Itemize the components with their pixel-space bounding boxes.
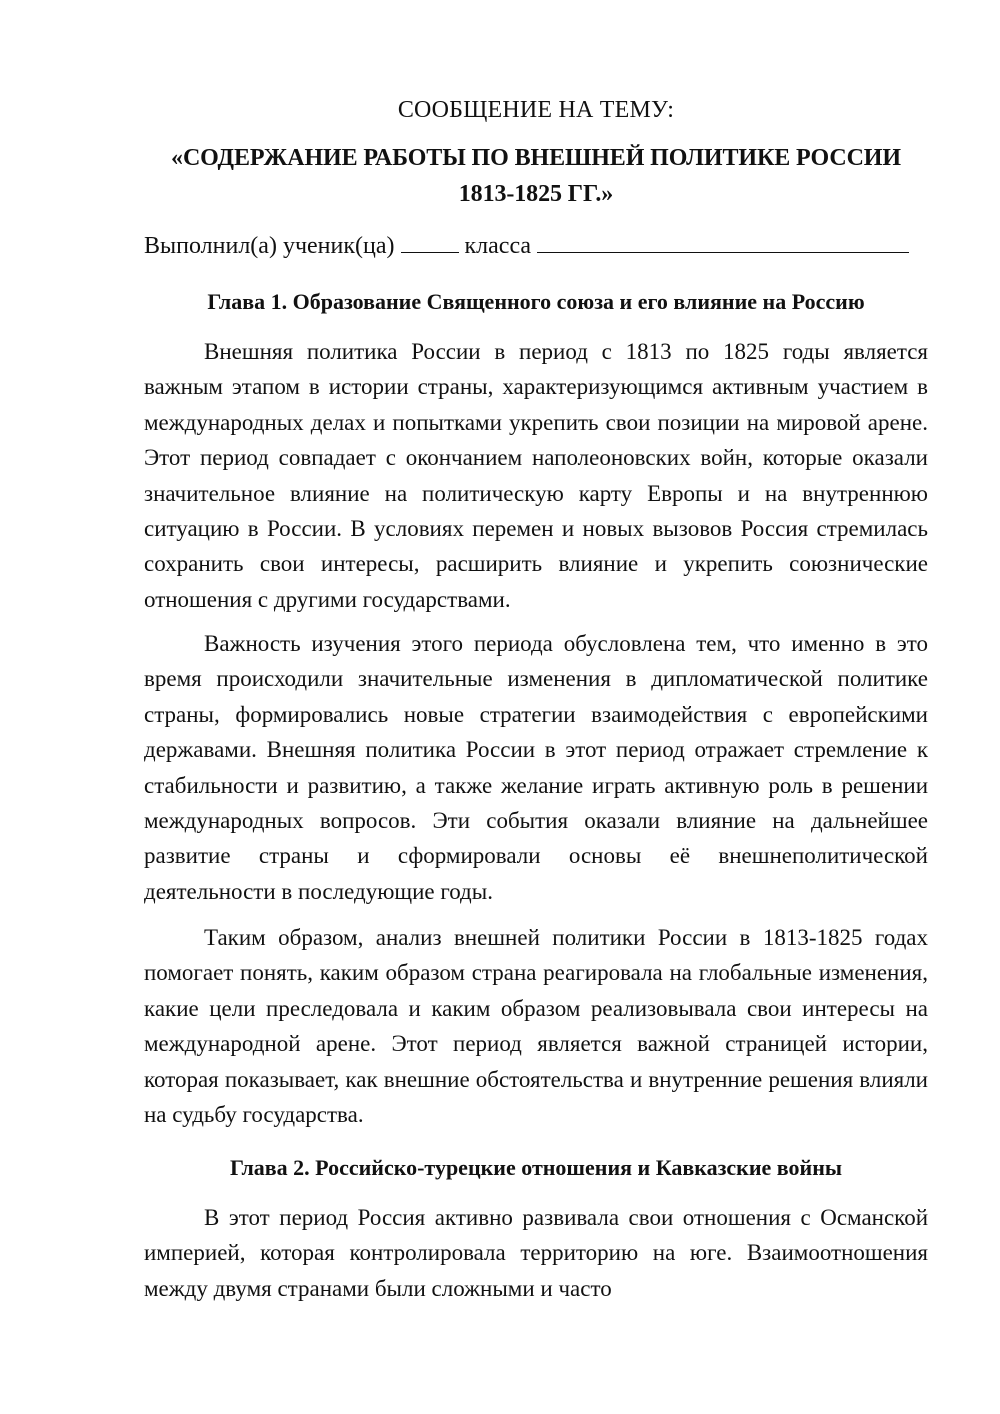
signature-line bbox=[144, 230, 928, 262]
chapter1-paragraph-2: Важность изучения этого периода обусловлена тем, что именно в это время происходили значительные изменения в дипломатической политике страны, формировались новые стратегии взаимодействия с европейскими державами. Внешняя политика России в этот период отражает стремление к стабильности и развитию, а также желание играть активную роль в решении международных вопросов. Эти события оказали влияние на дальнейшее развитие страны и сформировали основы её внешнеполитической деятельности в последующие годы. bbox=[144, 631, 928, 904]
chapter1-heading: Глава 1. Образование Священного союза и его влияние на Россию bbox=[207, 289, 865, 314]
chapter2-heading: Глава 2. Российско-турецкие отношения и Кавказские войны bbox=[229, 1155, 843, 1180]
document-title-prefix: СООБЩЕНИЕ НА ТЕМУ: bbox=[397, 97, 675, 123]
class-label: класса bbox=[464, 233, 532, 259]
chapter1-paragraph-3: Таким образом, анализ внешней политики России в 1813-1825 годах помогает понять, каким образом страна реагировала на глобальные изменения, какие цели преследовала и каким образом реализовывала свои интересы на международной арене. Этот период является важной страницей истории, которая показывает, как внешние обстоятельства и внутренние решения влияли на судьбу государства. bbox=[144, 925, 928, 1128]
chapter1-paragraph-1: Внешняя политика России в период с 1813 по 1825 годы является важным этапом в истории страны, характеризующимся активным участием в международных делах и попытками укрепить свои позиции на мировой арене. Этот период совпадает с окончанием наполеоновских войн, которые оказали значительное влияние на политическую карту Европы и на внутреннюю ситуацию в России. В условиях перемен и новых вызовов Россия стремилась сохранить свои интересы, расширить влияние и укрепить союзнические отношения с другими государствами. bbox=[144, 339, 928, 612]
class-blank bbox=[401, 230, 459, 253]
chapter2-paragraph-1: В этот период Россия активно развивала свои отношения с Османской империей, которая контролировала территорию на юге. Взаимоотношения между двумя странами были сложными и часто bbox=[144, 1205, 928, 1301]
document-title: «СОДЕРЖАНИЕ РАБОТЫ ПО ВНЕШНЕЙ ПОЛИТИКЕ РОССИИ 1813-1825 ГГ.» bbox=[171, 145, 901, 207]
name-blank bbox=[537, 230, 909, 253]
student-label: Выполнил(а) ученик(ца) bbox=[144, 233, 395, 259]
